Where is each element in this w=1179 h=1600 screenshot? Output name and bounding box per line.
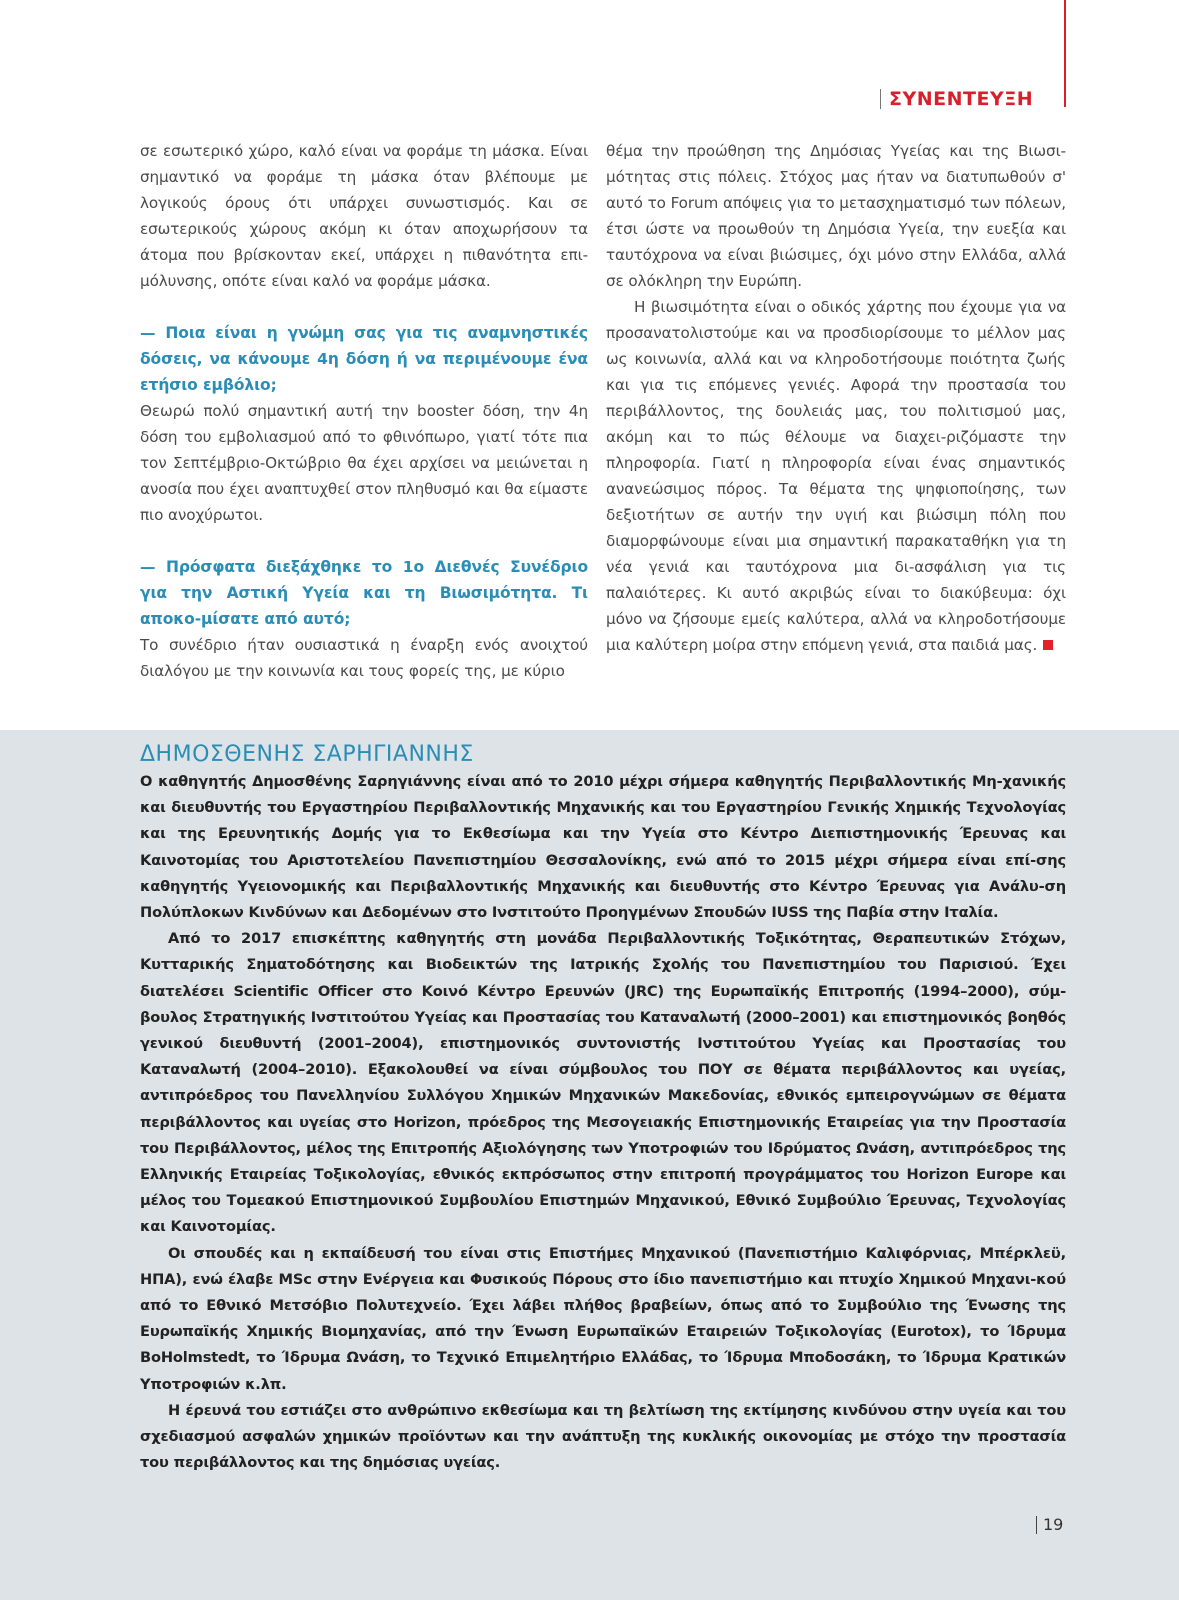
answer-paragraph: θέμα την προώθηση της Δημόσιας Υγείας και της Βιωσι-μότητας στις πόλεις. Στόχος μας ήταν να διατυπωθούν σ' αυτό το Forum απόψεις για το μετασχηματισμό των πόλεων, έτσι ώστε να προωθούν τη Δημόσια Υγεία, την ευεξία και ταυτόχρονα να είναι βιώσιμες, όχι μόνο στην Ελλάδα, αλλά σε ολόκληρη την Ευρώπη.	[606, 142, 1066, 290]
divider	[1036, 1516, 1037, 1534]
bio-paragraph: Η έρευνά του εστιάζει στο ανθρώπινο εκθεσίωμα και τη βελτίωση της εκτίμησης κινδύνου στην υγεία και του σχεδιασμού ασφαλών χημικών προϊόντων και την ανάπτυξη της κυκλικής οικονομίας με στόχο την προστασία του περιβάλλοντος και της δημόσιας υγείας.	[140, 1401, 1066, 1472]
bio-box	[0, 730, 1179, 1600]
answer-paragraph: Το συνέδριο ήταν ουσιαστικά η έναρξη ενός ανοιχτού διαλόγου με την κοινωνία και τους φορείς της, με κύριο	[140, 636, 588, 680]
section-tag	[880, 88, 1033, 110]
page-number	[1036, 1515, 1063, 1534]
section-label: ΣΥΝΕΝΤΕΥΞΗ	[889, 88, 1034, 110]
answer-text: Η βιωσιμότητα είναι ο οδικός χάρτης που έχουμε για να προσανατολιστούμε και να προσδιορίσουμε το μέλλον μας ως κοινωνία, αλλά και να κληροδοτήσουμε ποιότητα ζωής και για τις επόμενες γενιές. Αφορά την προστασία του περιβάλλοντος, της δουλειάς μας, του πολιτισμού μας, ακόμη και το πώς θέλουμε να διαχει-ριζόμαστε την πληροφορία. Γιατί η πληροφορία είναι ένας σημαντικός ανανεώσιμος πόρος. Τα θέματα της ψηφιοποίησης, των δεξιοτήτων σε αυτήν την υγιή και βιώσιμη πόλη που διαμορφώνουμε είναι μια σημαντική παρακαταθήκη για τη νέα γενιά και ταυτόχρονα μια δι-ασφάλιση για τις παλαιότερες. Κι αυτό ακριβώς είναι το διακύβευμα: όχι μόνο να ζήσουμε εμείς καλύτερα, αλλά να κληροδοτήσουμε μια καλύτερη μοίρα στην επόμενη γενιά, στα παιδιά μας.	[606, 298, 1066, 654]
answer-paragraph-final	[606, 294, 1066, 658]
bio-paragraph: Οι σπουδές και η εκπαίδευσή του είναι στις Επιστήμες Μηχανικού (Πανεπιστήμιο Καλιφόρνιας, Μπέρκλεϋ, ΗΠΑ), ενώ έλαβε MSc στην Ενέργεια και Φυσικούς Πόρους στο ίδιο πανεπιστήμιο και πτυχίο Χημικού Μηχανι-κού από το Εθνικό Μετσόβιο Πολυτεχνείο. Έχει λάβει πλήθος βραβείων, όπως από το Συμβούλιο της Ένωσης της Ευρωπαϊκής Χημικής Βιομηχανίας, από την Ένωση Ευρωπαϊκών Εταιρειών Τοξικολογίας (Eurotox), το Ίδρυμα BoHolmstedt, το Ίδρυμα Ωνάση, το Τεχνικό Επιμελητήριο Ελλάδας, το Ίδρυμα Μποδοσάκη, το Ίδρυμα Κρατικών Υποτροφιών κ.λπ.	[140, 1244, 1066, 1393]
answer-paragraph: σε εσωτερικό χώρο, καλό είναι να φοράμε τη μάσκα. Είναι σημαντικό να φοράμε τη μάσκα όταν βλέπουμε με λογικούς όρους ότι υπάρχει συνωστισμός. Και σε εσωτερικούς χώρους ακόμη κι όταν αποχωρήσουν τα άτομα που βρίσκονταν εκεί, υπάρχει η πιθανότητα επι-μόλυνσης, οπότε είναι καλό να φοράμε μάσκα.	[140, 142, 588, 290]
bio-paragraph: Ο καθηγητής Δημοσθένης Σαρηγιάννης είναι από το 2010 μέχρι σήμερα καθηγητής Περιβαλλοντικής Μη-χανικής και διευθυντής του Εργαστηρίου Περιβαλλοντικής Μηχανικής και του Εργαστηρίου Γενικής Χημικής Τεχνολογίας και της Ερευνητικής Δομής για το Εκθεσίωμα και την Υγεία στο Κέντρο Διεπιστημονικής Έρευνας και Καινοτομίας του Αριστοτελείου Πανεπιστημίου Θεσσαλονίκης, ενώ από το 2015 μέχρι σήμερα είναι επί-σης καθηγητής Υγειονομικής και Περιβαλλοντικής Μηχανικής και διευθυντής στο Κέντρο Έρευνας για Ανάλυ-ση Πολύπλοκων Κινδύνων και Δεδομένων στο Ινστιτούτο Προηγμένων Σπουδών IUSS της Παβία στην Ιταλία.	[140, 773, 1066, 922]
divider	[880, 89, 881, 109]
interview-question: — Πρόσφατα διεξάχθηκε το 1ο Διεθνές Συνέδριο για την Αστική Υγεία και τη Βιωσιμότητα. Τι αποκο-μίσατε από αυτό;	[140, 558, 588, 628]
end-of-article-square-icon	[1043, 640, 1053, 650]
article-column-right	[606, 138, 1066, 658]
bio-name: ΔΗΜΟΣΘΕΝΗΣ ΣΑΡΗΓΙΑΝΝΗΣ	[140, 742, 474, 767]
page-number-value: 19	[1043, 1515, 1064, 1534]
answer-paragraph: Θεωρώ πολύ σημαντική αυτή την booster δόση, την 4η δόση του εμβολιασμού από το φθινόπωρο, γιατί τότε πια τον Σεπτέμβριο-Οκτώβριο θα έχει αρχίσει να μειώνεται η ανοσία που έχει αναπτυχθεί στον πληθυσμό και θα είμαστε πιο ανοχύρωτοι.	[140, 402, 588, 524]
interview-question: — Ποια είναι η γνώμη σας για τις αναμνηστικές δόσεις, να κάνουμε 4η δόση ή να περιμένουμε ένα ετήσιο εμβόλιο;	[140, 324, 588, 394]
red-margin-line	[1064, 0, 1066, 107]
bio-paragraph: Από το 2017 επισκέπτης καθηγητής στη μονάδα Περιβαλλοντικής Τοξικότητας, Θεραπευτικών Στόχων, Κυτταρικής Σηματοδότησης και Βιοδεικτών της Ιατρικής Σχολής του Πανεπιστημίου του Παρισιού. Έχει διατελέσει Scientific Officer στο Κοινό Κέντρο Ερευνών (JRC) της Ευρωπαϊκής Επιτροπής (1994–2000), σύμ-βουλος Στρατηγικής Ινστιτούτου Υγείας και Προστασίας του Καταναλωτή (2000–2001) και επιστημονικός βοηθός γενικού διευθυντή (2001–2004), επιστημονικός συντονιστής Ινστιτούτου Υγείας και Προστασίας του Καταναλωτή (2004–2010). Εξακολουθεί να είναι σύμβουλος του ΠΟΥ σε θέματα περιβάλλοντος και υγείας, αντιπρόεδρος του Πανελληνίου Συλλόγου Χημικών Μηχανικών Μακεδονίας, εθνικός εμπειρογνώμων σε θέματα περιβάλλοντος και υγείας στο Horizon, πρόεδρος της Μεσογειακής Επιστημονικής Εταιρείας για την Προστασία του Περιβάλλοντος, μέλος της Επιτροπής Αξιολόγησης των Υποτροφιών του Ιδρύματος Ωνάση, αντιπρόεδρος της Ελληνικής Εταιρείας Τοξικολογίας, εθνικός εκπρόσωπος στην επιτροπή προγράμματος του Horizon Europe και μέλος του Τομεακού Επιστημονικού Συμβουλίου Επιστημών Μηχανικού, Εθνικό Συμβούλιο Έρευνας, Τεχνολογίας και Καινοτομίας.	[140, 930, 1066, 1236]
article-column-left	[140, 138, 588, 684]
